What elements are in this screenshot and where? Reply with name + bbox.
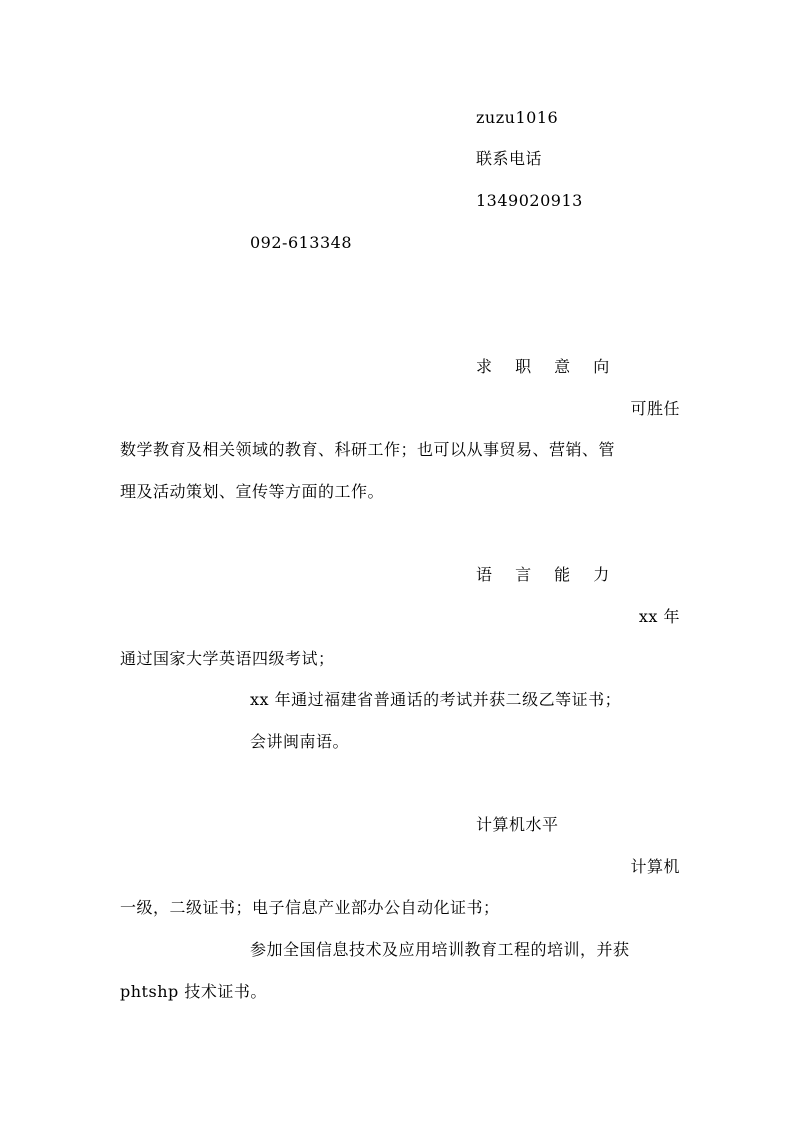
computer-line-1: 一级，二级证书；电子信息产业部办公自动化证书；: [120, 898, 500, 917]
language-lead: xx 年: [638, 607, 680, 626]
contact-phone-label: 联系电话: [476, 149, 543, 168]
language-heading: 语 言 能 力: [476, 565, 619, 584]
job-intent-line-1: 数学教育及相关领域的教育、科研工作；也可以从事贸易、营销、管: [120, 440, 616, 459]
contact-username: zuzu1016: [476, 108, 559, 127]
contact-landline: 092-613348: [250, 233, 353, 252]
job-intent-line-2: 理及活动策划、宣传等方面的工作。: [120, 482, 385, 501]
computer-heading: 计算机水平: [476, 815, 559, 834]
contact-mobile: 1349020913: [476, 191, 583, 210]
job-intent-heading: 求 职 意 向: [476, 357, 619, 376]
computer-line-3: phtshp 技术证书。: [120, 982, 267, 1001]
computer-lead: 计算机: [630, 857, 680, 876]
job-intent-lead: 可胜任: [630, 399, 680, 418]
language-line-1: 通过国家大学英语四级考试；: [120, 649, 335, 668]
language-line-3: 会讲闽南语。: [250, 732, 350, 751]
language-line-2: xx 年通过福建省普通话的考试并获二级乙等证书；: [250, 690, 622, 709]
computer-line-2: 参加全国信息技术及应用培训教育工程的培训，并获: [250, 940, 630, 959]
